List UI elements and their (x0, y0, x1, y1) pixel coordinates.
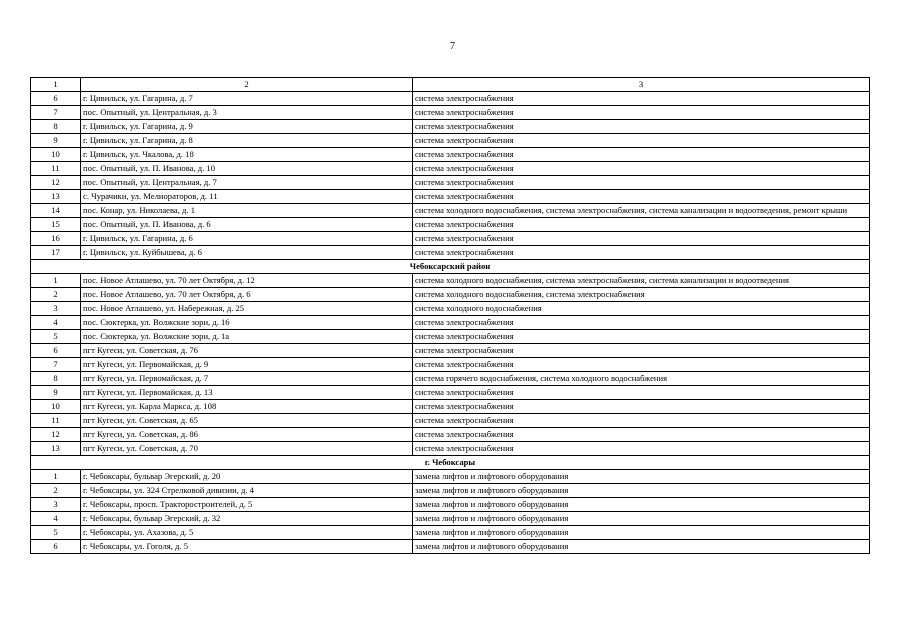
table-row (31, 414, 870, 428)
row-number: 16 (31, 232, 81, 246)
table-row (31, 274, 870, 288)
row-work: система электроснабжения (413, 106, 870, 120)
row-address: пос. Сюктерка, ул. Волжские зори, д. 16 (81, 316, 413, 330)
table-row (31, 512, 870, 526)
table-row (31, 134, 870, 148)
row-number: 15 (31, 218, 81, 232)
row-number: 1 (31, 274, 81, 288)
row-address: пос. Конар, ул. Николаева, д. 1 (81, 204, 413, 218)
row-work: замена лифтов и лифтового оборудования (413, 470, 870, 484)
row-work: замена лифтов и лифтового оборудования (413, 498, 870, 512)
table-row (31, 288, 870, 302)
table-row (31, 358, 870, 372)
row-work: система электроснабжения (413, 330, 870, 344)
row-work: замена лифтов и лифтового оборудования (413, 540, 870, 554)
section-title: Чебоксарский район (31, 260, 870, 274)
row-number: 8 (31, 120, 81, 134)
row-number: 6 (31, 92, 81, 106)
row-address: с. Чурачики, ул. Мелиораторов, д. 11 (81, 190, 413, 204)
row-address: пгт Кугеси, ул. Первомайская, д. 13 (81, 386, 413, 400)
table-row (31, 106, 870, 120)
row-address: пгт Кугеси, ул. Советская, д. 76 (81, 344, 413, 358)
table-row (31, 162, 870, 176)
row-work: система электроснабжения (413, 246, 870, 260)
row-work: система электроснабжения (413, 442, 870, 456)
row-number: 13 (31, 190, 81, 204)
table-header-row (31, 78, 870, 92)
row-address: г. Чебоксары, просп. Тракторостроителей, д. 5 (81, 498, 413, 512)
row-work: система электроснабжения (413, 148, 870, 162)
table-row (31, 470, 870, 484)
row-number: 12 (31, 428, 81, 442)
row-address: пгт Кугеси, ул. Советская, д. 86 (81, 428, 413, 442)
row-work: система холодного водоснабжения (413, 302, 870, 316)
row-number: 11 (31, 414, 81, 428)
row-work: система электроснабжения (413, 428, 870, 442)
row-address: пгт Кугеси, ул. Первомайская, д. 9 (81, 358, 413, 372)
row-number: 5 (31, 526, 81, 540)
row-work: система электроснабжения (413, 316, 870, 330)
table-row (31, 316, 870, 330)
header-col-work: 3 (413, 78, 870, 92)
table-row (31, 176, 870, 190)
table-row (31, 120, 870, 134)
row-work: система электроснабжения (413, 400, 870, 414)
row-number: 9 (31, 134, 81, 148)
row-address: г. Цивильск, ул. Гагарина, д. 7 (81, 92, 413, 106)
row-work: система электроснабжения (413, 232, 870, 246)
table-row (31, 92, 870, 106)
row-address: г. Чебоксары, бульвар Эгерский, д. 32 (81, 512, 413, 526)
table-row (31, 330, 870, 344)
header-col-number: 1 (31, 78, 81, 92)
row-number: 7 (31, 358, 81, 372)
table-row (31, 428, 870, 442)
row-address: г. Цивильск, ул. Гагарина, д. 6 (81, 232, 413, 246)
row-number: 5 (31, 330, 81, 344)
row-address: пос. Опытный, ул. П. Иванова, д. 10 (81, 162, 413, 176)
row-number: 14 (31, 204, 81, 218)
table-row (31, 190, 870, 204)
row-work: замена лифтов и лифтового оборудования (413, 484, 870, 498)
row-work: система горячего водоснабжения, система холодного водоснабжения (413, 372, 870, 386)
row-number: 10 (31, 148, 81, 162)
row-work: система электроснабжения (413, 162, 870, 176)
row-number: 4 (31, 512, 81, 526)
row-address: г. Цивильск, ул. Гагарина, д. 9 (81, 120, 413, 134)
row-address: пгт Кугеси, ул. Карла Маркса, д. 108 (81, 400, 413, 414)
table-row (31, 540, 870, 554)
row-work: система холодного водоснабжения, система электроснабжения (413, 288, 870, 302)
row-address: пгт Кугеси, ул. Советская, д. 70 (81, 442, 413, 456)
table-row (31, 372, 870, 386)
header-col-address: 2 (81, 78, 413, 92)
row-work: система холодного водоснабжения, система электроснабжения, система канализации и водоотведения, ремонт крыши (413, 204, 870, 218)
row-address: пгт Кугеси, ул. Советская, д. 65 (81, 414, 413, 428)
row-work: система электроснабжения (413, 120, 870, 134)
table-row (31, 484, 870, 498)
table-row (31, 246, 870, 260)
row-work: система электроснабжения (413, 218, 870, 232)
row-address: пос. Новое Атлашево, ул. Набережная, д. 25 (81, 302, 413, 316)
row-work: система электроснабжения (413, 344, 870, 358)
row-address: г. Чебоксары, бульвар Эгерский, д. 20 (81, 470, 413, 484)
row-address: г. Цивильск, ул. Чкалова, д. 18 (81, 148, 413, 162)
row-number: 11 (31, 162, 81, 176)
table-row (31, 526, 870, 540)
row-number: 12 (31, 176, 81, 190)
row-address: пос. Опытный, ул. Центральная, д. 3 (81, 106, 413, 120)
row-number: 10 (31, 400, 81, 414)
row-work: система холодного водоснабжения, система электроснабжения, система канализации и водоотведения (413, 274, 870, 288)
section-title: г. Чебоксары (31, 456, 870, 470)
section-row (31, 456, 870, 470)
section-row (31, 260, 870, 274)
row-address: пос. Новое Атлашево, ул. 70 лет Октября, д. 6 (81, 288, 413, 302)
row-number: 3 (31, 302, 81, 316)
page-number: 7 (450, 41, 455, 52)
row-address: г. Чебоксары, ул. 324 Стрелковой дивизии, д. 4 (81, 484, 413, 498)
row-number: 2 (31, 288, 81, 302)
row-address: пос. Новое Атлашево, ул. 70 лет Октября, д. 12 (81, 274, 413, 288)
table-row (31, 148, 870, 162)
row-number: 13 (31, 442, 81, 456)
row-number: 6 (31, 540, 81, 554)
program-table (30, 77, 870, 554)
table-row (31, 218, 870, 232)
row-work: система электроснабжения (413, 134, 870, 148)
row-number: 3 (31, 498, 81, 512)
row-number: 9 (31, 386, 81, 400)
row-work: система электроснабжения (413, 190, 870, 204)
row-number: 8 (31, 372, 81, 386)
row-number: 2 (31, 484, 81, 498)
row-number: 7 (31, 106, 81, 120)
row-address: пгт Кугеси, ул. Первомайская, д. 7 (81, 372, 413, 386)
table-row (31, 344, 870, 358)
row-address: пос. Опытный, ул. Центральная, д. 7 (81, 176, 413, 190)
row-address: пос. Опытный, ул. П. Иванова, д. 6 (81, 218, 413, 232)
row-address: г. Цивильск, ул. Гагарина, д. 8 (81, 134, 413, 148)
row-work: система электроснабжения (413, 386, 870, 400)
row-number: 4 (31, 316, 81, 330)
table-row (31, 400, 870, 414)
row-address: г. Чебоксары, ул. Гоголя, д. 5 (81, 540, 413, 554)
table-body (31, 78, 870, 554)
row-number: 17 (31, 246, 81, 260)
row-work: замена лифтов и лифтового оборудования (413, 512, 870, 526)
row-work: система электроснабжения (413, 358, 870, 372)
row-number: 6 (31, 344, 81, 358)
row-work: система электроснабжения (413, 176, 870, 190)
table-row (31, 232, 870, 246)
table-row (31, 204, 870, 218)
row-work: система электроснабжения (413, 414, 870, 428)
table-row (31, 302, 870, 316)
row-number: 1 (31, 470, 81, 484)
row-work: система электроснабжения (413, 92, 870, 106)
row-work: замена лифтов и лифтового оборудования (413, 526, 870, 540)
row-address: пос. Сюктерка, ул. Волжские зори, д. 1а (81, 330, 413, 344)
table-row (31, 386, 870, 400)
table-row (31, 498, 870, 512)
row-address: г. Цивильск, ул. Куйбышева, д. 6 (81, 246, 413, 260)
row-address: г. Чебоксары, ул. Ахазова, д. 5 (81, 526, 413, 540)
table-row (31, 442, 870, 456)
